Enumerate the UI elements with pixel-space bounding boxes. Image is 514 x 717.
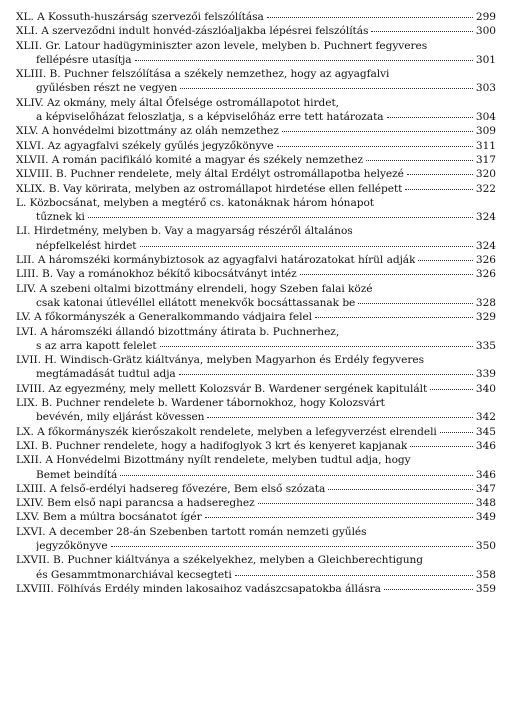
toc-entry-title [16, 39, 496, 53]
page-number: 324 [475, 211, 496, 224]
toc-entry-title-continuation [16, 367, 496, 381]
toc-entry-text: XLI. A szerveződni indult honvéd-zászlóaljakba lépésrei felszólítás [16, 25, 369, 38]
toc-entry-text: XLVI. Az agyagfalvi székely gyűlés jegyzőkönyve [16, 139, 274, 152]
page-number: 348 [475, 497, 496, 510]
toc-entry [16, 253, 496, 267]
toc-entry [16, 196, 496, 225]
dot-leader [207, 417, 472, 418]
dot-leader [235, 575, 473, 576]
toc-entry [16, 24, 496, 38]
toc-entry-text: megtámadását tudtul adja [36, 368, 176, 381]
page-number: 346 [475, 468, 496, 481]
toc-entry-title-continuation [16, 81, 496, 95]
toc-entry-text: jegyzőkönyve [36, 539, 108, 552]
toc-entry-text: XL. A Kossuth-huszárság szervezői felszólítása [16, 11, 264, 23]
toc-entry-title-continuation [16, 568, 496, 582]
toc-entry-title [16, 282, 496, 296]
page-number: 309 [475, 125, 496, 138]
toc-entry [16, 153, 496, 167]
toc-entry [16, 496, 496, 510]
toc-entry-title [16, 510, 496, 524]
dot-leader [160, 346, 473, 347]
toc-entry-text: LVIII. Az egyezmény, mely mellett Kolozsvár B. Wardener sergének kapitulált [16, 382, 428, 395]
toc-entry [16, 325, 496, 354]
toc-entry-text: gyűlésben részt ne vegyen [36, 82, 178, 95]
toc-entry-title [16, 453, 496, 467]
toc-entry-title [16, 553, 496, 567]
toc-entry [16, 124, 496, 138]
toc-entry-text: XLIII. B. Puchner felszólítása a székely nemzethez, hogy az agyagfalvi [16, 68, 390, 81]
dot-leader [277, 146, 473, 147]
toc-entry-title [16, 10, 496, 24]
toc-entry [16, 139, 496, 153]
toc-entry [16, 39, 496, 68]
toc-entry-text: népfelkelést hirdet [36, 239, 137, 252]
toc-entry-text: LXV. Bem a múltra bocsánatot ígér [16, 511, 202, 524]
dot-leader [418, 260, 472, 261]
toc-entry-text: LX. A főkormányszék kierőszakolt rendelete, melyben a lefegyverzést elrendeli [16, 425, 437, 438]
toc-entry-text: LIII. B. Vay a románokhoz békítő kibocsátványt intéz [16, 268, 297, 281]
toc-entry [16, 425, 496, 439]
toc-entry-text: XLVII. A román pacifikáló komité a magyar és székely nemzethez [16, 153, 363, 166]
dot-leader [135, 60, 473, 61]
toc-entry [16, 482, 496, 496]
dot-leader [430, 389, 473, 390]
toc-entry-title [16, 124, 496, 138]
dot-leader [205, 517, 473, 518]
toc-entry-text: LXIV. Bem első napi parancsa a hadsereghez [16, 497, 255, 510]
toc-entry-text: LIV. A szebeni oltalmi bizottmány elrendeli, hogy Szeben falai közé [16, 282, 373, 295]
toc-entry-text: XLIX. B. Vay körirata, melyben az ostromállapot hirdetése ellen fellépett [16, 182, 403, 195]
toc-entry-title [16, 325, 496, 339]
page-number: 347 [475, 482, 496, 495]
toc-entry-text: a képviselőházat feloszlatja, s a képviselőház erre tett határozata [36, 111, 384, 124]
page-number: 340 [475, 382, 496, 395]
toc-entry-text: LVI. A háromszéki állandó bizottmány átirata b. Puchnerhez, [16, 325, 340, 338]
toc-entry-title-continuation [16, 539, 496, 553]
dot-leader [300, 274, 473, 275]
toc-entry [16, 10, 496, 24]
toc-entry-title [16, 182, 496, 196]
page-number: 342 [475, 411, 496, 424]
toc-entry-text: Bemet beindítá [36, 468, 118, 481]
page-number: 350 [475, 539, 496, 552]
toc-entry [16, 382, 496, 396]
toc-entry-title [16, 396, 496, 410]
toc-entry-title-continuation [16, 110, 496, 124]
toc-entry-title-continuation [16, 210, 496, 224]
page-number: 320 [475, 168, 496, 181]
toc-entry-title-continuation [16, 296, 496, 310]
page-number: 359 [475, 582, 496, 595]
page-number: 301 [475, 53, 496, 66]
toc-entry-text: XLVIII. B. Puchner rendelete, mely által Erdélyt ostromállapotba helyezé [16, 168, 404, 181]
toc-entry-title [16, 224, 496, 238]
toc-entry-text: L. Közbocsánat, melyben a megtérő cs. katonáknak három hónapot [16, 196, 374, 209]
toc-entry-text: XLIV. Az okmány, mely által Őfelsége ostromállapotot hirdet, [16, 96, 339, 109]
page-number: 328 [475, 296, 496, 309]
toc-entry-title-continuation [16, 239, 496, 253]
page-number: 322 [475, 182, 496, 195]
page-number: 324 [475, 239, 496, 252]
toc-entry-title [16, 353, 496, 367]
dot-leader [120, 475, 473, 476]
toc-entry-text: LXII. A Honvédelmi Bizottmány nyílt rendelete, melyben tudtul adja, hogy [16, 454, 411, 467]
page-number: 349 [475, 511, 496, 524]
toc-entry-title [16, 310, 496, 324]
toc-entry-title [16, 496, 496, 510]
toc-entry-title [16, 67, 496, 81]
dot-leader [366, 160, 473, 161]
toc-entry [16, 67, 496, 96]
dot-leader [410, 446, 473, 447]
page-number: 326 [475, 254, 496, 267]
dot-leader [387, 117, 473, 118]
dot-leader [282, 131, 473, 132]
toc-entry-title [16, 196, 496, 210]
toc-entry-title [16, 525, 496, 539]
dot-leader [111, 546, 473, 547]
page-number: 329 [475, 311, 496, 324]
toc-entry-text: LXIII. A felső-erdélyi hadsereg fővezére, Bem első szózata [16, 482, 326, 495]
toc-entry-title [16, 439, 496, 453]
toc-entry [16, 439, 496, 453]
toc-entry [16, 553, 496, 582]
toc-entry-title-continuation [16, 468, 496, 482]
dot-leader [140, 246, 473, 247]
toc-entry [16, 582, 496, 596]
toc-entry [16, 267, 496, 281]
dot-leader [267, 17, 473, 18]
toc-entry-text: LXVI. A december 28-án Szebenben tartott román nemzeti gyűlés [16, 525, 367, 538]
toc-entry-text: LVII. H. Windisch-Grätz kiáltványa, melyben Magyarhon és Erdély fegyveres [16, 354, 424, 367]
toc-entry-title [16, 267, 496, 281]
toc-entry [16, 396, 496, 425]
toc-entry-title [16, 382, 496, 396]
page-number: 311 [475, 139, 496, 152]
toc-entry-text: XLII. Gr. Latour hadügyminiszter azon levele, melyben b. Puchnert fegyveres [16, 39, 428, 52]
toc-entry-text: és Gesammtmonarchiával kecsegteti [36, 568, 232, 581]
page-number: 304 [475, 111, 496, 124]
page-number: 300 [475, 25, 496, 38]
dot-leader [358, 303, 473, 304]
toc-entry-text: LII. A háromszéki kormánybiztosok az agyagfalvi határozatokat hírül adják [16, 254, 416, 267]
toc-entry-text: XLV. A honvédelmi bizottmány az oláh nemzethez [16, 125, 279, 138]
toc-entry-title [16, 153, 496, 167]
toc-entry-title [16, 482, 496, 496]
toc-entry-text: tűznek ki [36, 211, 85, 224]
toc-entry-title-continuation [16, 53, 496, 67]
toc-entry [16, 182, 496, 196]
toc-entry-text: LIX. B. Puchner rendelete b. Wardener tábornokhoz, hogy Kolozsvárt [16, 397, 385, 410]
toc-entry-text: LV. A főkormányszék a Generalkommando vádjaira felel [16, 311, 313, 324]
dot-leader [405, 189, 473, 190]
toc-entry-text: s az arra kapott felelet [36, 339, 157, 352]
toc-entry-text: LXI. B. Puchner rendelete, hogy a hadifoglyok 3 krt és kenyeret kapjanak [16, 439, 408, 452]
dot-leader [315, 317, 473, 318]
toc-entry-title [16, 253, 496, 267]
page-number: 358 [475, 568, 496, 581]
toc-entry [16, 525, 496, 554]
toc-entry [16, 96, 496, 125]
toc-entry [16, 453, 496, 482]
page-number: 326 [475, 268, 496, 281]
toc-entry-text: fellépésre utasítja [36, 53, 132, 66]
toc-entry-text: LI. Hirdetmény, melyben b. Vay a magyarság részéről általános [16, 225, 353, 238]
page-number: 317 [475, 153, 496, 166]
page-number: 299 [475, 11, 496, 23]
toc-entry-title [16, 582, 496, 596]
page-number: 303 [475, 82, 496, 95]
dot-leader [258, 503, 473, 504]
dot-leader [407, 174, 473, 175]
toc-entry [16, 353, 496, 382]
toc-entry [16, 224, 496, 253]
dot-leader [180, 88, 473, 89]
toc-entry-title-continuation [16, 339, 496, 353]
dot-leader [371, 31, 473, 32]
dot-leader [179, 374, 473, 375]
toc-entry-text: csak katonai útlevéllel ellátott menekvők bocsáttassanak be [36, 296, 356, 309]
toc-entry-title [16, 139, 496, 153]
page-number: 339 [475, 368, 496, 381]
toc-entry-title [16, 96, 496, 110]
dot-leader [88, 217, 473, 218]
toc-entry-title [16, 167, 496, 181]
dot-leader [384, 589, 473, 590]
toc-entry-title [16, 24, 496, 38]
toc-entry [16, 282, 496, 311]
page-number: 345 [475, 425, 496, 438]
page-number: 346 [475, 439, 496, 452]
dot-leader [328, 489, 473, 490]
toc-entry [16, 510, 496, 524]
toc-entry-text: bevévén, mily eljárást kövessen [36, 411, 205, 424]
toc-entry [16, 167, 496, 181]
dot-leader [440, 432, 473, 433]
toc-entry-title [16, 425, 496, 439]
toc-entry-text: LXVIII. Fölhívás Erdély minden lakosaihoz vadászcsapatokba állásra [16, 582, 381, 595]
page-number: 335 [475, 339, 496, 352]
toc-entry-title-continuation [16, 410, 496, 424]
toc-entry-text: LXVII. B. Puchner kiáltványa a székelyekhez, melyben a Gleichberechtigung [16, 554, 423, 567]
toc-entry [16, 310, 496, 324]
